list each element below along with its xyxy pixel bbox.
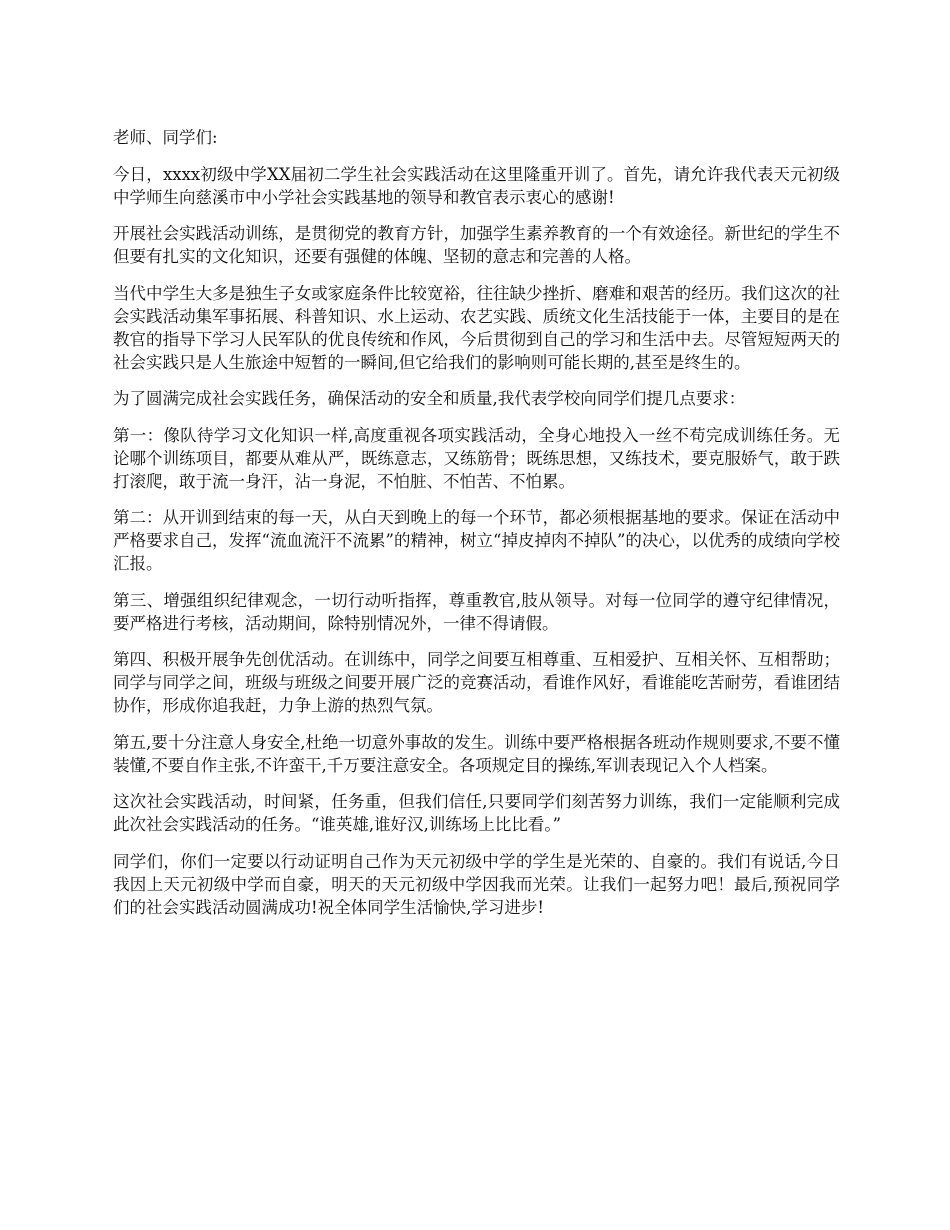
document-body: [113, 126, 840, 932]
paragraph-closing: 同学们，你们一定要以行动证明自己作为天元初级中学的学生是光荣的、自豪的。我们有说话,今日我因上天元初级中学而自豪，明天的天元初级中学因我而光荣。让我们一起努力吧！最后,预祝同学们的社会实践活动圆满成功!祝全体同学生活愉快,学习进步!: [113, 851, 840, 917]
paragraph-requirement-1: 第一：像队待学习文化知识一样,高度重视各项实践活动，全身心地投入一丝不苟完成训练任务。无论哪个训练项目，都要从难从严，既练意志，又练筋骨；既练思想，又练技术，要克服娇气，敢于跌打滚爬，敢于流一身汗，沾一身泥，不怕脏、不怕苦、不怕累。: [113, 425, 840, 491]
paragraph-requirements-intro: 为了圆满完成社会实践任务，确保活动的安全和质量,我代表学校向同学们提几点要求：: [113, 389, 746, 408]
salutation: 老师、同学们:: [113, 128, 218, 147]
paragraph-requirement-2: 第二：从开训到结束的每一天，从白天到晚上的每一个环节，都必须根据基地的要求。保证在活动中严格要求自己，发挥“流血流汗不流累”的精神，树立“掉皮掉肉不掉队”的决心，以优秀的成绩向学校汇报。: [113, 508, 840, 573]
paragraph-requirement-5: 第五,要十分注意人身安全,杜绝一切意外事故的发生。训练中要严格根据各班动作规则要求,不要不懂装懂,不要自作主张,不许蛮干,千万要注意安全。各项规定目的操练,军训表现记入个人档案。: [113, 732, 840, 775]
paragraph-opening: 今日，xxxx初级中学XX届初二学生社会实践活动在这里隆重开训了。首先，请允许我代表天元初级中学师生向慈溪市中小学社会实践基地的领导和教官表示衷心的感谢!: [113, 164, 840, 207]
paragraph-requirement-3: 第三、增强组织纪律观念，一切行动听指挥，尊重教官,肢从领导。对每一位同学的遵守纪律情况，要严格进行考核，活动期间，除特别情况外，一律不得请假。: [113, 590, 840, 633]
paragraph-requirement-4: 第四、积极开展争先创优活动。在训练中，同学之间要互相尊重、互相爱护、互相关怀、互相帮助；同学与同学之间，班级与班级之间要开展广泛的竞赛活动，看谁作风好，看谁能吃苦耐劳，看谁团结协作，形成你追我赶，力争上游的热烈气氛。: [113, 650, 840, 715]
paragraph-purpose: 开展社会实践活动训练，是贯彻党的教育方针，加强学生素养教育的一个有效途径。新世纪的学生不但要有扎实的文化知识，还要有强健的体魄、坚韧的意志和完善的人格。: [113, 224, 840, 266]
paragraph-encouragement: 这次社会实践活动，时间紧，任务重，但我们信任,只要同学们刻苦努力训练，我们一定能顺利完成此次社会实践活动的任务。“谁英雄,谁好汉,训练场上比比看。”: [113, 792, 840, 834]
paragraph-background: 当代中学生大多是独生子女或家庭条件比较宽裕，往往缺少挫折、磨难和艰苦的经历。我们这次的社会实践活动集军事拓展、科普知识、水上运动、农艺实践、质统文化生活技能于一体，主要目的是在教官的指导下学习人民军队的优良传统和作风，今后贯彻到自己的学习和生活中去。尽管短短两天的社会实践只是人生旅途中短暂的一瞬间,但它给我们的影响则可能长期的,甚至是终生的。: [113, 283, 840, 372]
